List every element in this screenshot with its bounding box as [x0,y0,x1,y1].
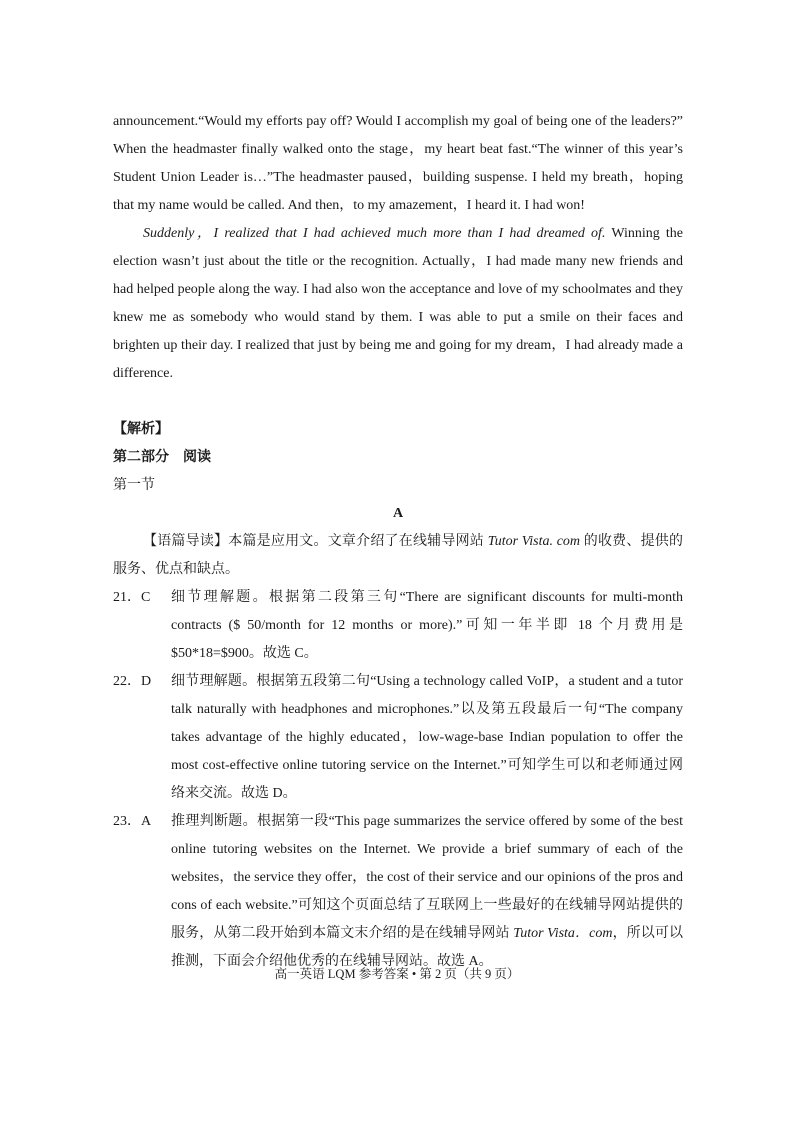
passage-paragraph-1: announcement.“Would my efforts pay off? Would I accomplish my goal of being one of the leaders?” When the headmaster finally walked onto the stage，my heart beat fast.“The winner of this year’s Student Union Leader is…”The headmaster paused，building suspense. I held my breath，hoping that my name would be called. And then，to my amazement，I heard it. I had won! [113,114,683,213]
italic-sentence: Suddenly，I realized that I had achieved much more than I had dreamed of. [143,226,606,241]
site-name: Tutor Vista．com [513,926,613,941]
answer-item-22 [113,668,683,808]
answer-number: 21．C [113,590,151,605]
answer-number: 22．D [113,674,152,689]
reading-guide: 【语篇导读】本篇是应用文。文章介绍了在线辅导网站 Tutor Vista. com 的收费、提供的服务、优点和缺点。 [113,534,684,577]
answer-explanation: 细节理解题。根据第五段第二句“Using a technology called VoIP，a student and a tutor talk naturally with headphones and microphones.”以及第五段最后一句“The company takes advantage of the highly educated，low-wage-base Indian population to offer the most cost-effective online tutoring service on the Internet.”可知学生可以和老师通过网络来交流。故选 D。 [171,674,683,801]
answer-explanation: 推理判断题。根据第一段“This page summarizes the service offered by some of the best online tutoring websites on the Internet. We provide a brief summary of each of the websites，the service they offer，the cost of their service and our opinions of the pros and cons of each website.”可知这个页面总结了互联网上一些最好的在线辅导网站提供的服务，从第二段开始到本篇文末介绍的是在线辅导网站 [171,814,683,941]
analysis-heading: 【解析】 [113,422,169,437]
section-heading: 第一节 [113,478,155,493]
answer-item-21 [113,584,683,668]
answer-explanation: 细节理解题。根据第二段第三句“There are significant discounts for multi-month contracts ($ 50/month for 12 months or more).”可知一年半即 18 个月费用是 $50*18=$900。故选 C。 [171,590,683,661]
passage-letter: A [392,506,404,521]
site-name: Tutor Vista. com [487,534,581,549]
document-page [113,108,683,976]
part-heading: 第二部分 阅读 [113,450,211,465]
answer-item-23: 23．A 推理判断题。根据第一段“This page summarizes the service offered by some of the best online tutoring websites on the Internet. We provide a brief summary of each of the websites，the service they offer，the cost of their service and our opinions of the pros and cons of each website.”可知这个页面总结了互联网上一些最好的在线辅导网站提供的服务，从第二段开始到本篇文末介绍的是在线辅导网站 Tutor Vista．com，所以可以推测，下面会介绍他优秀的在线辅导网站。故选 A。 [113,808,683,976]
paragraph-2-text: Winning the election wasn’t just about the title or the recognition. Actually，I had made many new friends and had helped people along the way. I had also won the acceptance and love of my schoolmates and they knew me as somebody who would stand by them. I was able to put a smile on their faces and brighten up their day. I realized that just by being me and going for my dream，I had already made a difference. [113,226,683,381]
answer-number: 23．A [113,814,152,829]
passage-paragraph-2 [113,220,683,388]
page-footer: 高一英语 LQM 参考答案 • 第 2 页（共 9 页） [274,967,520,981]
